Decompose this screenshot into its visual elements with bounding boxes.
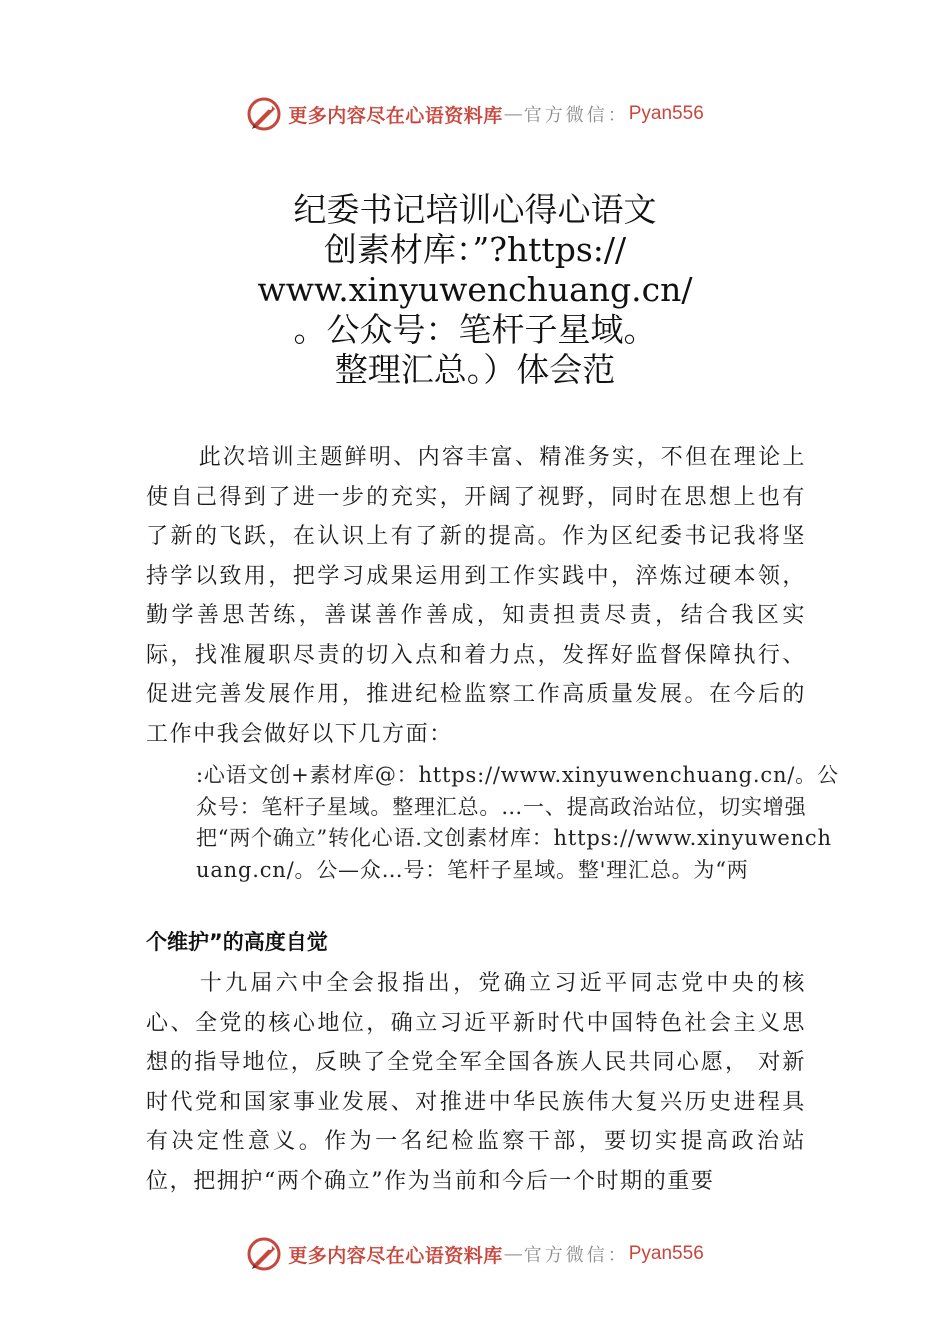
banner-brand-text: 更多内容尽在心语资料库: [288, 104, 503, 127]
quoted-block: :心语文创+素材库@：https://www.xinyuwenchuang.cn/。公众号：笔杆子星域。整理汇总。…一、提高政治站位，切实增强把“两个确立”转化心语.文创素材库：https://www.xinyuwenchuang.cn/。公—众…号：笔杆子星域。整'理汇总。为“两: [196, 763, 839, 882]
pen-logo-icon: [246, 1236, 282, 1272]
body-paragraph-section-one: [146, 964, 806, 1201]
pen-logo-icon: [246, 96, 282, 132]
banner-wechat-label: 官方微信：: [523, 1245, 629, 1266]
banner-wechat-label: 官方微信：: [523, 105, 629, 126]
banner-wechat-handle: Pyan556: [628, 103, 704, 124]
title-line: www.xinyuwenchuang.cn/: [257, 270, 693, 309]
title-line: 创素材库：”?https://: [323, 230, 627, 269]
banner-dash: —: [503, 1243, 523, 1265]
banner-brand-text: 更多内容尽在心语资料库: [288, 1244, 503, 1267]
document-title: [200, 190, 750, 390]
paragraph-text: 此次培训主题鲜明、内容丰富、精准务实，不但在理论上使自己得到了进一步的充实，开阔了视野，同时在思想上也有了新的飞跃，在认识上有了新的提高。作为区纪委书记我将坚持学以致用，把学习成果运用到工作实践中，淬炼过硬本领，勤学善思苦练，善谋善作善成，知责担责尽责，结合我区实际，找准履职尽责的切入点和着力点，发挥好监督保障执行、促进完善发展作用，推进纪检监察工作高质量发展。在今后的工作中我会做好以下几方面：: [146, 445, 806, 747]
body-paragraph-intro: [146, 438, 806, 754]
title-line: 。公众号：笔杆子星域。: [293, 310, 657, 349]
section-heading: 个维护”的高度自觉: [146, 930, 328, 954]
footer-banner: [0, 1234, 950, 1274]
title-line: 纪委书记培训心得心语文: [293, 190, 657, 229]
banner-dash: —: [503, 103, 523, 125]
title-line: 整理汇总。）体会范: [334, 350, 616, 389]
paragraph-text: 十九届六中全会报指出，党确立习近平同志党中央的核心、全党的核心地位，确立习近平新时代中国特色社会主义思想的指导地位，反映了全党全军全国各族人民共同心愿， 对新时代党和国家事业发展、对推进中华民族伟大复兴历史进程具有决定性意义。作为一名纪检监察干部，要切实提高政治站位，把拥护“两个确立”作为当前和今后一个时期的重要: [146, 971, 806, 1194]
banner-wechat-handle: Pyan556: [628, 1243, 704, 1264]
header-banner: [0, 94, 950, 134]
